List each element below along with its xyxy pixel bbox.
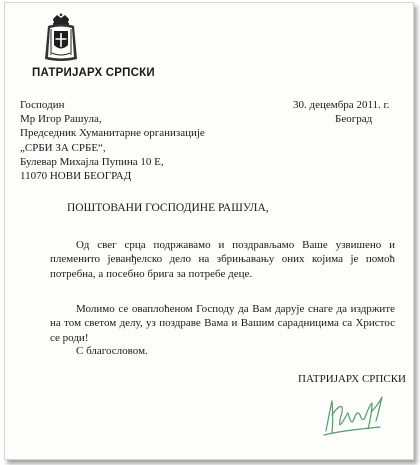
body-paragraph-2 xyxy=(50,302,395,345)
closing-text: С благословом. xyxy=(76,345,148,357)
letter-date: 30. децембра 2011. г. xyxy=(293,99,390,111)
letterhead-org-name: ПАТРИЈАРХ СРПСКИ xyxy=(32,67,155,79)
recipient-street: Булевар Михајла Пупина 10 Е, xyxy=(20,155,164,168)
recipient-salutation: Господин xyxy=(20,99,65,111)
letter-city: Београд xyxy=(335,113,373,126)
serbian-church-crest-icon xyxy=(44,13,78,63)
handwritten-signature-icon xyxy=(320,391,392,439)
closing-line xyxy=(50,344,395,358)
recipient-position: Председник Хуманитарне организације xyxy=(20,127,205,140)
body-paragraph-1 xyxy=(50,238,395,281)
paragraph-1-text: Од свег срца подржавамо и поздрављамо Ваше узвишено и племенито јеванђелско дело на збрињавању оних којима је помоћ потребна, а посебно брига за потребе деце. xyxy=(50,239,395,280)
date-block xyxy=(293,98,390,126)
signature-title: ПАТРИЈАРХ СРПСКИ xyxy=(298,373,406,385)
paragraph-2-text: Молимо се оваплоћеном Господу да Вам дарује снаге да издржите на том светом делу, уз поздраве Вама и Вашим сарадницима са Христос се роди! xyxy=(50,303,395,344)
greeting: ПОШТОВАНИ ГОСПОДИНЕ РАШУЛА, xyxy=(67,202,269,214)
recipient-address xyxy=(20,98,205,183)
recipient-name: Мр Игор Рашула, xyxy=(20,113,102,126)
recipient-city: 11070 НОВИ БЕОГРАД xyxy=(20,170,132,183)
recipient-organization: „СРБИ ЗА СРБЕ“, xyxy=(20,141,106,154)
letter-page xyxy=(4,2,414,460)
